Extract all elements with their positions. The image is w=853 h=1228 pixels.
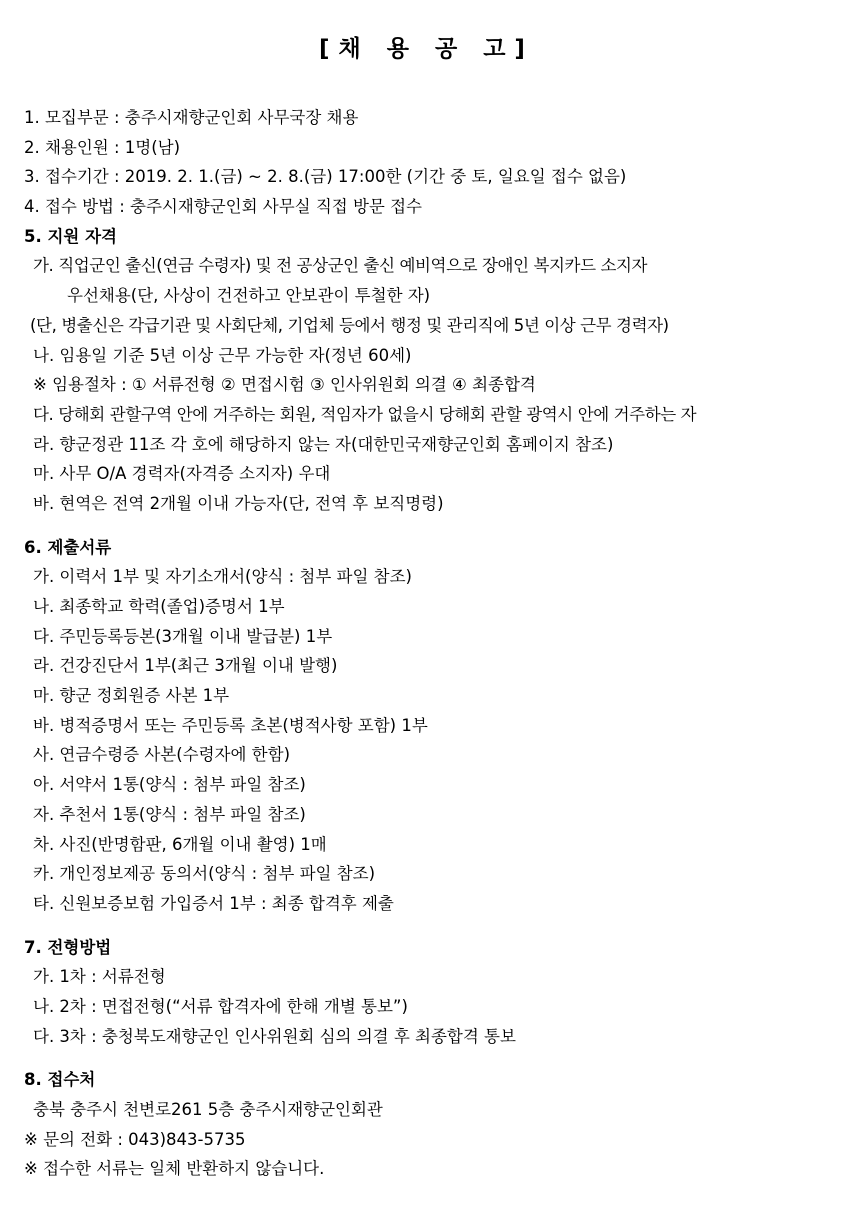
document-item: 자. 추천서 1통(양식 : 첨부 파일 참조)	[33, 804, 306, 824]
qualification-item: 가. 직업군인 출신(연금 수령자) 및 전 공상군인 출신 예비역으로 장애인 복지카드 소지자	[33, 256, 648, 276]
document-item: 다. 주민등록등본(3개월 이내 발급분) 1부	[33, 626, 333, 646]
document-item: 마. 향군 정회원증 사본 1부	[33, 686, 230, 706]
document-item: 가. 이력서 1부 및 자기소개서(양식 : 첨부 파일 참조)	[33, 567, 412, 587]
qualification-item: 마. 사무 O/A 경력자(자격증 소지자) 우대	[33, 464, 331, 484]
document-item: 바. 병적증명서 또는 주민등록 초본(병적사항 포함) 1부	[33, 715, 428, 735]
section-screening-heading: 7. 전형방법	[24, 937, 112, 957]
info-headcount: 2. 채용인원 : 1명(남)	[24, 137, 181, 157]
document-item: 차. 사진(반명함판, 6개월 이내 촬영) 1매	[33, 834, 327, 854]
screening-item: 가. 1차 : 서류전형	[33, 967, 166, 987]
document-item: 사. 연금수령증 사본(수령자에 한함)	[33, 745, 290, 765]
section-documents-heading: 6. 제출서류	[24, 537, 112, 557]
qualification-item: 나. 임용일 기준 5년 이상 근무 가능한 자(정년 60세)	[33, 345, 412, 365]
qualification-item: 다. 당해회 관할구역 안에 거주하는 회원, 적임자가 없을시 당해회 관할 광역시 안에 거주하는 자	[33, 404, 697, 424]
document-item: 카. 개인정보제공 동의서(양식 : 첨부 파일 참조)	[33, 864, 376, 884]
section-qualifications-heading: 5. 지원 자격	[24, 226, 117, 246]
reception-address: 충북 충주시 천변로261 5층 충주시재향군인회관	[33, 1100, 383, 1119]
return-policy-notice: ※ 접수한 서류는 일체 반환하지 않습니다.	[24, 1159, 325, 1179]
document-item: 라. 건강진단서 1부(최근 3개월 이내 발행)	[33, 656, 338, 676]
section-reception-heading: 8. 접수처	[24, 1070, 96, 1090]
document-item: 타. 신원보증보험 가입증서 1부 : 최종 합격후 제출	[33, 893, 394, 913]
contact-phone: ※ 문의 전화 : 043)843-5735	[24, 1129, 246, 1149]
qualification-item: 라. 향군정관 11조 각 호에 해당하지 않는 자(대한민국재향군인회 홈페이지 참조)	[33, 434, 614, 454]
info-recruit-division: 1. 모집부문 : 충주시재향군인회 사무국장 채용	[24, 108, 359, 127]
qualification-item: 바. 현역은 전역 2개월 이내 가능자(단, 전역 후 보직명령)	[33, 493, 444, 513]
page-title: [채 용 공 고]	[319, 36, 534, 62]
appointment-procedure: ※ 임용절차 : ① 서류전형 ② 면접시험 ③ 인사위원회 의결 ④ 최종합격	[33, 375, 536, 395]
qualification-item-continued: 우선채용(단, 사상이 건전하고 안보관이 투철한 자)	[67, 286, 431, 306]
document-item: 나. 최종학교 학력(졸업)증명서 1부	[33, 597, 285, 616]
qualification-note: (단, 병출신은 각급기관 및 사회단체, 기업체 등에서 행정 및 관리직에 5년 이상 근무 경력자)	[30, 315, 669, 335]
document-item: 아. 서약서 1통(양식 : 첨부 파일 참조)	[33, 775, 306, 795]
notice-body	[0, 103, 853, 1184]
screening-item: 다. 3차 : 충청북도재향군인 인사위원회 심의 의결 후 최종합격 통보	[33, 1026, 516, 1046]
info-application-period: 3. 접수기간 : 2019. 2. 1.(금) ~ 2. 8.(금) 17:00한 (기간 중 토, 일요일 접수 없음)	[24, 167, 627, 187]
info-application-method: 4. 접수 방법 : 충주시재향군인회 사무실 직접 방문 접수	[24, 197, 422, 217]
screening-item: 나. 2차 : 면접전형(“서류 합격자에 한해 개별 통보”)	[33, 996, 408, 1016]
